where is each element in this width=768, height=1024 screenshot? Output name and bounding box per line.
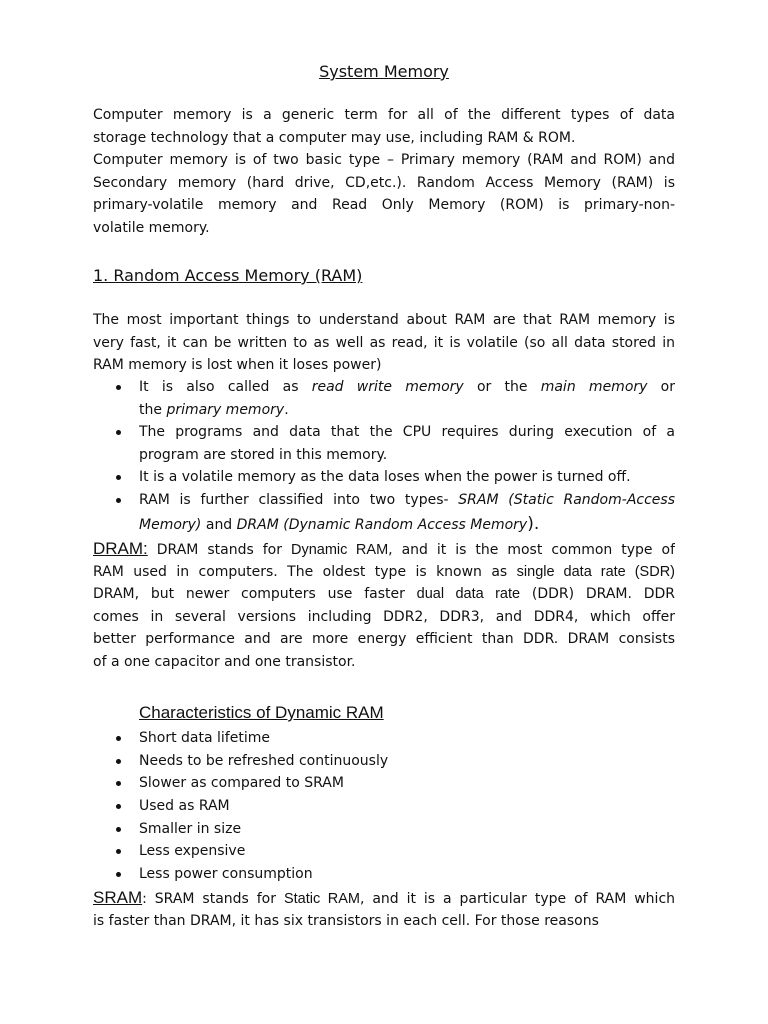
list-item <box>139 376 675 421</box>
list-item: Needs to be refreshed continuously <box>139 750 539 773</box>
text: , and it is the most common type of <box>388 542 675 558</box>
list-item: It is a volatile memory as the data loses when the power is turned off. <box>139 466 675 489</box>
intro-line: Computer memory is a generic term for all of the different types of data <box>93 107 675 123</box>
intro-paragraph <box>93 104 675 239</box>
text: . <box>284 401 289 418</box>
intro-line: storage technology that a computer may use, including RAM & ROM. <box>93 129 576 146</box>
text: , and it is a particular type of RAM which <box>359 891 675 907</box>
sram-paragraph <box>93 887 675 932</box>
dram-paragraph <box>93 538 675 673</box>
text: Static RAM <box>283 891 360 907</box>
ram-line: The most important things to understand about RAM are that RAM memory is <box>93 312 675 328</box>
dram-characteristics-heading: Characteristics of Dynamic RAM <box>139 703 384 722</box>
italic-text: DRAM (Dynamic Random Access Memory <box>236 517 528 533</box>
text: Dynamic RAM <box>290 542 389 558</box>
text: better performance and are more energy efficient than DDR. DRAM consists <box>93 631 675 647</box>
text: DRAM stands for <box>156 542 282 558</box>
text: RAM is further classified into two types- <box>139 491 449 508</box>
intro-line: Computer memory is of two basic type – Primary memory (RAM and ROM) and <box>93 152 675 168</box>
page-title: System Memory <box>319 62 449 81</box>
list-item: Slower as compared to SRAM <box>139 772 539 795</box>
intro-line: Secondary memory (hard drive, CD,etc.). Random Access Memory (RAM) is <box>93 174 675 191</box>
italic-text: main memory <box>540 379 648 395</box>
text: : SRAM stands for <box>142 891 277 907</box>
text: dual data rate <box>416 586 521 602</box>
list-item: Short data lifetime <box>139 727 539 750</box>
ram-bullet-list <box>139 376 675 537</box>
text: the <box>139 401 162 418</box>
text: or the <box>476 379 528 395</box>
italic-text: Memory) <box>139 517 202 533</box>
intro-line: volatile memory. <box>93 219 210 236</box>
dram-characteristics-list <box>139 727 539 886</box>
text: DRAM, but newer computers use faster <box>93 586 405 602</box>
ram-line: very fast, it can be written to as well as read, it is volatile (so all data stored in <box>93 334 675 351</box>
list-item: Smaller in size <box>139 818 539 841</box>
ram-heading: 1. Random Access Memory (RAM) <box>93 266 363 285</box>
list-item: The programs and data that the CPU requires during execution of a program are stored in this memory. <box>139 421 675 466</box>
text: It is also called as <box>139 379 299 395</box>
italic-text: SRAM (Static Random-Access <box>458 491 675 508</box>
dram-term: DRAM: <box>93 539 148 558</box>
list-item: Used as RAM <box>139 795 539 818</box>
intro-line: primary-volatile memory and Read Only Memory (ROM) is primary-non- <box>93 197 675 213</box>
text: or <box>660 379 675 395</box>
text: is faster than DRAM, it has six transistors in each cell. For those reasons <box>93 912 599 929</box>
sram-term: SRAM <box>93 888 143 907</box>
text: of a one capacitor and one transistor. <box>93 653 356 670</box>
ram-paragraph <box>93 309 675 377</box>
text: comes in several versions including DDR2, DDR3, and DDR4, which offer <box>93 608 675 625</box>
italic-text: primary memory <box>166 401 285 418</box>
text: single data rate (SDR) <box>516 563 675 580</box>
list-item <box>139 489 675 538</box>
list-item: Less power consumption <box>139 863 539 886</box>
text: RAM used in computers. The oldest type is known as <box>93 563 508 580</box>
list-item: Less expensive <box>139 840 539 863</box>
text: (DDR) DRAM. DDR <box>531 586 675 602</box>
text: ). <box>527 514 540 534</box>
text: and <box>205 517 233 533</box>
ram-line: RAM memory is lost when it loses power) <box>93 357 382 373</box>
italic-text: read write memory <box>311 379 464 395</box>
